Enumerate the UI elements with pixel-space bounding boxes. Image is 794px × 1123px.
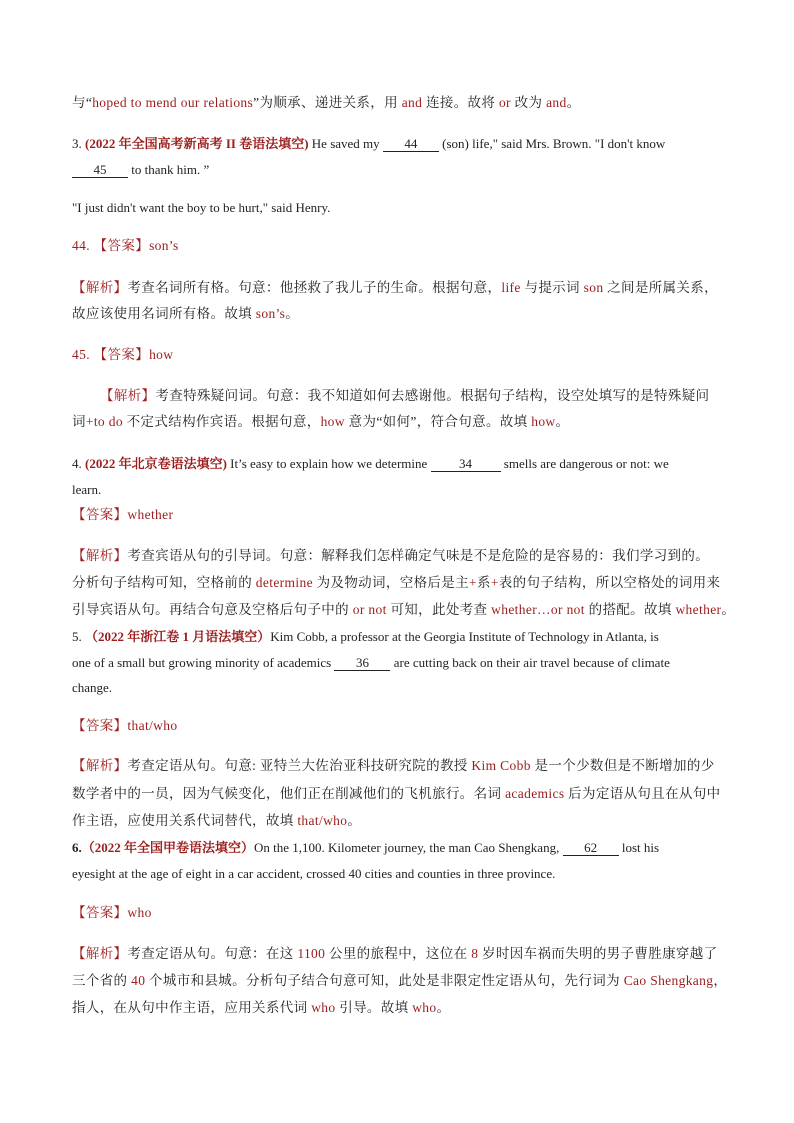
text: On the 1,100. Kilometer journey, the man Cao Shengkang, (254, 840, 563, 855)
text: ”为顺承、递进关系，用 (253, 95, 402, 110)
q3-question-line-1 (72, 135, 665, 153)
question-source: （2022 年全国甲卷语法填空） (81, 840, 255, 855)
q5-explanation-line-1 (72, 757, 715, 775)
question-source: (2022 年北京卷语法填空) (85, 456, 227, 471)
answer-value: how (149, 347, 174, 362)
text: life (501, 280, 521, 295)
text: or not (352, 602, 387, 617)
text: 。 (721, 602, 736, 617)
text: eyesight at the age of eight in a car accident, crossed 40 cities and counties in three province. (72, 866, 556, 881)
text: 意为“如何”，符合句意。故填 (344, 414, 532, 429)
text: 。 (347, 813, 362, 828)
text: : (252, 758, 260, 773)
q3-explanation-45-line-2 (72, 413, 569, 431)
blank-45: 45 (72, 163, 128, 178)
text: son (583, 280, 604, 295)
answer-number: 44. (72, 238, 94, 253)
explanation-tag: 【解析】 (72, 280, 128, 295)
text: + (468, 575, 477, 590)
text: how (320, 414, 345, 429)
text: 岁时因车祸而失明的男子曹胜康穿越了 (478, 946, 718, 961)
question-source: （2022 年浙江卷 1 月语法填空） (85, 629, 271, 644)
text: whether (675, 602, 722, 617)
q3-explanation-44-line-2 (72, 305, 299, 323)
text: academics (505, 786, 565, 801)
explanation-tag: 【解析】 (100, 388, 156, 403)
q3-explanation-45-line-1 (100, 387, 709, 405)
answer-value: who (127, 905, 152, 920)
text: determine (255, 575, 313, 590)
text: 。 (285, 306, 300, 321)
text: "I just didn't want the boy to be hurt," said Henry. (72, 200, 331, 215)
q4-explanation-line-3 (72, 601, 735, 619)
text: 作主语，应使用关系代词替代，故填 (72, 813, 298, 828)
text: +to do (85, 414, 123, 429)
text: 不定式结构作宾语。根据句意， (122, 414, 321, 429)
text: to thank him. ” (128, 162, 210, 177)
q6-question-line-2 (72, 865, 555, 883)
q3-answer-45 (72, 346, 173, 364)
text: 亚特兰大佐治亚科技研究院的教授 (259, 758, 472, 773)
q5-explanation-line-3 (72, 812, 361, 830)
text: son’s (255, 306, 286, 321)
q3-question-line-3 (72, 199, 330, 217)
blank-34: 34 (431, 457, 501, 472)
text: 。 (555, 414, 570, 429)
text: Cao Shengkang (623, 973, 714, 988)
text: 考查定语从句。句意 (127, 758, 253, 773)
answer-value: that/who (127, 718, 178, 733)
q5-question-line-2 (72, 654, 670, 672)
text: It’s easy to explain how we determine (226, 456, 431, 471)
text: who (311, 1000, 336, 1015)
q6-question-line-1 (72, 839, 659, 857)
text: lost his (618, 840, 660, 855)
q4-explanation-line-1 (72, 547, 709, 565)
text: Kim Cobb, a professor at the Georgia Institute of Technology in Atlanta, is (270, 629, 659, 644)
explanation-tag: 【解析】 (72, 758, 128, 773)
text: 考查特殊疑问词。句意：我不知道如何去感谢他。根据句子结构，设空处填写的是特殊疑问 (155, 388, 710, 403)
q4-question-line-1 (72, 455, 669, 473)
text: smells are dangerous or not: we (500, 456, 669, 471)
q3-answer-44 (72, 237, 179, 255)
blank-62: 62 (563, 841, 619, 856)
question-number: 4. (72, 456, 85, 471)
text: (son) life," said Mrs. Brown. "I don't know (438, 136, 666, 151)
text: 为及物动词，空格后是主 (312, 575, 469, 590)
text: Kim Cobb (471, 758, 531, 773)
text: 个城市和县城。分析句子结合句意可知，此处是非限定性定语从句，先行词为 (145, 973, 624, 988)
q4-question-line-2 (72, 481, 101, 499)
answer-value: whether (127, 507, 174, 522)
text: 表的句子结构，所以空格处的词用来 (498, 575, 721, 590)
text: 引导。故填 (335, 1000, 413, 1015)
text: or (498, 95, 511, 110)
question-number: 6. (72, 840, 82, 855)
explanation-tag: 【解析】 (72, 548, 128, 563)
text: ， (713, 973, 728, 988)
q5-explanation-line-2 (72, 785, 721, 803)
q6-explanation-line-2 (72, 972, 727, 990)
question-number: 5. (72, 629, 85, 644)
text: one of a small but growing minority of academics (72, 655, 335, 670)
text: 系 (476, 575, 491, 590)
text: 连接。故将 (422, 95, 499, 110)
text: + (490, 575, 499, 590)
text: 是一个少数但是不断增加的少 (530, 758, 715, 773)
answer-tag: 【答案】 (72, 905, 128, 920)
q4-answer (72, 506, 173, 524)
text: 。 (436, 1000, 451, 1015)
q5-answer (72, 717, 177, 735)
text: whether…or not (491, 602, 585, 617)
text: 与提示词 (520, 280, 584, 295)
text: and (401, 95, 423, 110)
text: 数学者中的一员，因为气候变化，他们正在削减他们的飞机旅行。名词 (72, 786, 506, 801)
text: how (531, 414, 556, 429)
text: He saved my (308, 136, 383, 151)
q3-explanation-44-line-1 (72, 279, 718, 297)
text: 故应该使用名词所有格。故填 (72, 306, 256, 321)
text: 8 (471, 946, 479, 961)
text: hoped to mend our relations (92, 95, 254, 110)
question-number: 3. (72, 136, 85, 151)
text: 词 (72, 414, 86, 429)
question-source: (2022 年全国高考新高考 II 卷语法填空) (85, 136, 309, 151)
text: that/who (297, 813, 348, 828)
q6-explanation-line-1 (72, 945, 718, 963)
q5-question-line-1 (72, 628, 659, 646)
text: change. (72, 680, 113, 695)
answer-tag: 【答案】 (72, 507, 128, 522)
text: 指人，在从句中作主语，应用关系代词 (72, 1000, 312, 1015)
text: 1100 (297, 946, 326, 961)
text: 与“ (72, 95, 93, 110)
text: 。 (566, 95, 581, 110)
q4-explanation-line-2 (72, 574, 720, 592)
text: 后为定语从句且在从句中 (564, 786, 721, 801)
text: who (412, 1000, 437, 1015)
answer-number: 45. (72, 347, 94, 362)
answer-tag: 【答案】 (72, 718, 128, 733)
text: 40 (131, 973, 146, 988)
blank-44: 44 (383, 137, 439, 152)
text: 改为 (510, 95, 547, 110)
text: 可知，此处考查 (386, 602, 492, 617)
text: 分析句子结构可知，空格前的 (72, 575, 256, 590)
q3-question-line-2 (72, 161, 209, 179)
blank-36: 36 (334, 656, 390, 671)
text: 之间是所属关系， (603, 280, 718, 295)
answer-tag: 【答案】 (93, 347, 150, 362)
text: and (546, 95, 567, 110)
q5-question-line-3 (72, 679, 112, 697)
text: 三个省的 (72, 973, 132, 988)
text: 引导宾语从句。再结合句意及空格后句子中的 (72, 602, 353, 617)
answer-tag: 【答案】 (93, 238, 150, 253)
text: 公里的旅程中，这位在 (325, 946, 472, 961)
explanation-tag: 【解析】 (72, 946, 128, 961)
text: 考查定语从句。句意：在这 (127, 946, 298, 961)
intro-line (72, 94, 580, 112)
text: learn. (72, 482, 102, 497)
q6-answer (72, 904, 152, 922)
text: are cutting back on their air travel because of climate (390, 655, 670, 670)
text: 的搭配。故填 (584, 602, 676, 617)
answer-value: son’s (149, 238, 179, 253)
q6-explanation-line-3 (72, 999, 450, 1017)
text: 考查宾语从句的引导词。句意：解释我们怎样确定气味是不是危险的是容易的：我们学习到的。 (127, 548, 710, 563)
text: 考查名词所有格。句意：他拯救了我儿子的生命。根据句意， (127, 280, 502, 295)
